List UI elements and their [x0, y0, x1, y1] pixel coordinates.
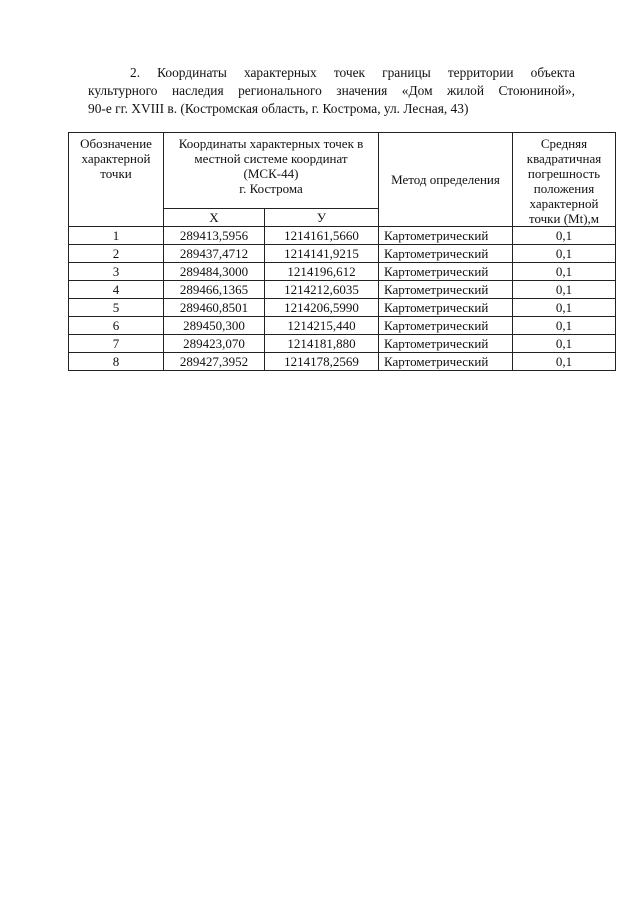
cell-error: 0,1: [513, 299, 616, 317]
cell-method: Картометрический: [379, 299, 513, 317]
cell-y: 1214196,612: [265, 263, 379, 281]
cell-method: Картометрический: [379, 335, 513, 353]
cell-x: 289460,8501: [164, 299, 265, 317]
header-city: г. Кострома: [239, 181, 303, 196]
cell-point: 3: [69, 263, 164, 281]
cell-point: 1: [69, 227, 164, 245]
cell-x: 289437,4712: [164, 245, 265, 263]
table-row: [69, 335, 616, 353]
cell-error: 0,1: [513, 227, 616, 245]
cell-y: 1214181,880: [265, 335, 379, 353]
header-error: Средняя квадратичная погрешность положения характерной точки (Мt),м: [513, 133, 616, 227]
table-row: [69, 263, 616, 281]
cell-y: 1214215,440: [265, 317, 379, 335]
cell-method: Картометрический: [379, 317, 513, 335]
cell-point: 5: [69, 299, 164, 317]
heading-line-3: 90-е гг. XVIII в. (Костромская область, г. Кострома, ул. Лесная, 43): [88, 101, 469, 116]
cell-point: 6: [69, 317, 164, 335]
cell-error: 0,1: [513, 263, 616, 281]
header-x: Х: [164, 209, 265, 227]
cell-method: Картометрический: [379, 263, 513, 281]
header-y: У: [265, 209, 379, 227]
cell-method: Картометрический: [379, 353, 513, 371]
coordinates-table: [68, 132, 616, 371]
table-row: [69, 245, 616, 263]
header-coordinates-text: Координаты характерных точек в местной системе координат (МСК-44): [178, 136, 364, 181]
cell-y: 1214141,9215: [265, 245, 379, 263]
cell-y: 1214161,5660: [265, 227, 379, 245]
header-point: Обозначение характерной точки: [69, 133, 164, 227]
cell-point: 7: [69, 335, 164, 353]
heading-line-1: 2. Координаты характерных точек границы территории объекта: [130, 65, 575, 80]
cell-x: 289413,5956: [164, 227, 265, 245]
table-row: [69, 317, 616, 335]
cell-error: 0,1: [513, 317, 616, 335]
cell-error: 0,1: [513, 353, 616, 371]
table-row: [69, 353, 616, 371]
heading-line-2: культурного наследия регионального значения «Дом жилой Стоюниной»,: [88, 83, 575, 98]
cell-method: Картометрический: [379, 281, 513, 299]
cell-point: 8: [69, 353, 164, 371]
cell-x: 289484,3000: [164, 263, 265, 281]
cell-x: 289466,1365: [164, 281, 265, 299]
cell-x: 289423,070: [164, 335, 265, 353]
section-heading: [88, 64, 575, 118]
cell-error: 0,1: [513, 245, 616, 263]
cell-y: 1214178,2569: [265, 353, 379, 371]
table-row: [69, 227, 616, 245]
header-method: Метод определения: [379, 133, 513, 227]
cell-x: 289427,3952: [164, 353, 265, 371]
cell-x: 289450,300: [164, 317, 265, 335]
cell-method: Картометрический: [379, 245, 513, 263]
table-header-row: [69, 133, 616, 209]
header-coordinates: [164, 133, 379, 209]
cell-point: 2: [69, 245, 164, 263]
table-row: [69, 281, 616, 299]
cell-error: 0,1: [513, 281, 616, 299]
cell-method: Картометрический: [379, 227, 513, 245]
cell-error: 0,1: [513, 335, 616, 353]
cell-y: 1214212,6035: [265, 281, 379, 299]
table-row: [69, 299, 616, 317]
cell-y: 1214206,5990: [265, 299, 379, 317]
cell-point: 4: [69, 281, 164, 299]
